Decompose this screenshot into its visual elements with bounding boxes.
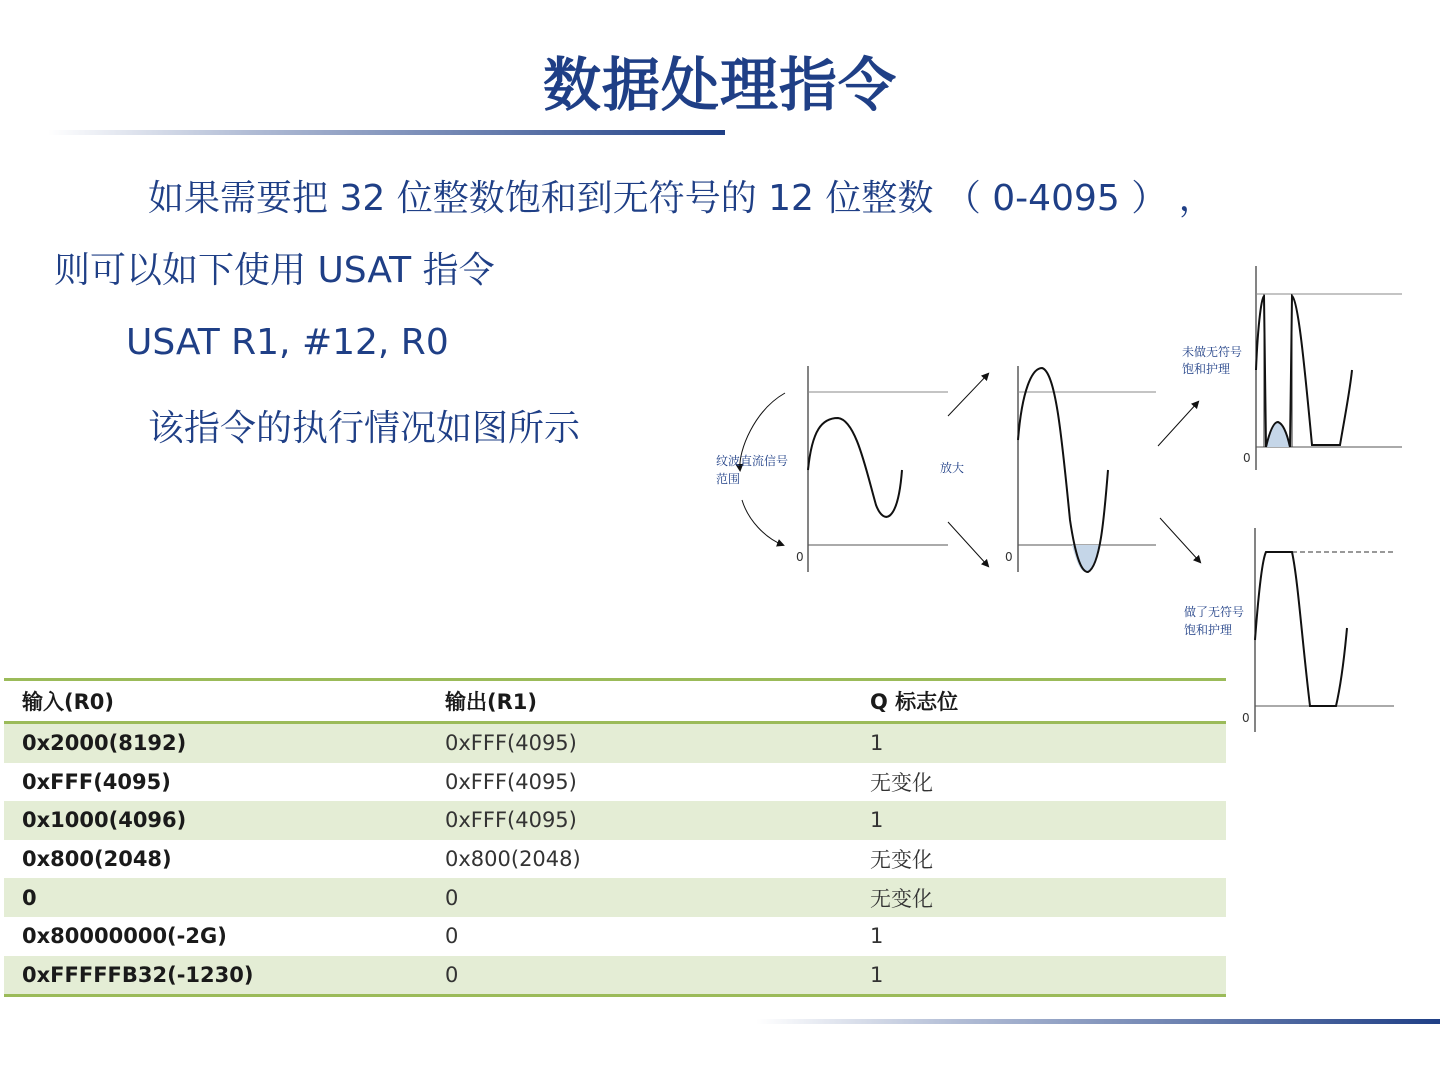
cell-input: 0x2000(8192) [4,723,427,763]
table-row [4,840,1226,879]
saturation-diagram [700,260,1420,740]
code-line: USAT R1, #12, R0 [126,322,449,363]
zero-label: 0 [1242,711,1250,725]
label-no-sat-1: 未做无符号 [1182,345,1243,359]
table-row [4,956,1226,996]
panel-amplified-signal [1005,366,1156,572]
table-row [4,801,1226,840]
cell-input: 0xFFF(4095) [4,763,427,802]
label-no-sat-2: 饱和护理 [1182,362,1231,376]
header-q-flag: Q 标志位 [852,680,1226,723]
cell-output: 0xFFF(4095) [427,723,852,763]
table-row [4,878,1226,917]
page-title: 数据处理指令 [542,51,897,119]
footer-divider [756,1019,1440,1024]
cell-q-flag: 1 [852,723,1226,763]
panel-input-signal [716,366,948,572]
cell-output: 0xFFF(4095) [427,801,852,840]
cell-output: 0 [427,917,852,956]
paragraph-line-4: 该指令的执行情况如图所示 [148,408,581,449]
cell-q-flag: 1 [852,801,1226,840]
label-sat-1: 做了无符号 [1184,605,1245,619]
cell-input: 0xFFFFFB32(-1230) [4,956,427,996]
title-divider [48,130,725,135]
cell-output: 0x800(2048) [427,840,852,879]
panel-no-saturation [1182,266,1402,470]
table-row [4,763,1226,802]
table-header-row [4,680,1226,723]
zero-label: 0 [1005,550,1013,564]
table-row [4,723,1226,763]
zero-label: 0 [796,550,804,564]
zero-label: 0 [1243,451,1251,465]
header-output: 输出(R1) [427,680,852,723]
label-amplify: 放大 [940,461,965,475]
cell-input: 0x80000000(-2G) [4,917,427,956]
header-input: 输入(R0) [4,680,427,723]
paragraph-line-2: 则可以如下使用 USAT 指令 [54,250,495,291]
cell-input: 0x1000(4096) [4,801,427,840]
label-range-1: 纹波直流信号 [716,454,789,468]
cell-input: 0 [4,878,427,917]
cell-q-flag: 无变化 [852,763,1226,802]
cell-q-flag: 无变化 [852,840,1226,879]
cell-q-flag: 无变化 [852,878,1226,917]
table-row [4,917,1226,956]
cell-q-flag: 1 [852,917,1226,956]
cell-q-flag: 1 [852,956,1226,996]
cell-output: 0 [427,956,852,996]
paragraph-line-1: 如果需要把 32 位整数饱和到无符号的 12 位整数 （ 0-4095 ） ， [148,178,1215,219]
label-sat-2: 饱和护理 [1184,623,1233,637]
usat-results-table [4,678,1226,997]
label-range-2: 范围 [716,472,741,486]
cell-output: 0xFFF(4095) [427,763,852,802]
cell-input: 0x800(2048) [4,840,427,879]
cell-output: 0 [427,878,852,917]
